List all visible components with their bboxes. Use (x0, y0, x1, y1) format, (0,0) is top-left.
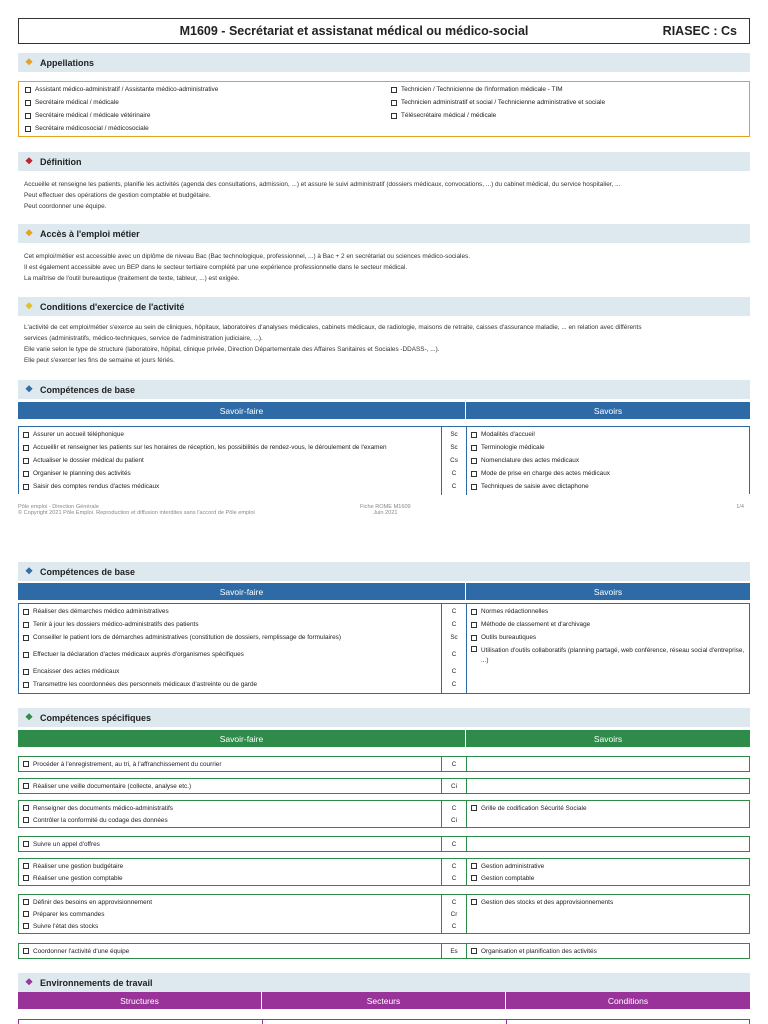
savoir-item-label: Organisation et planification des activités (481, 947, 597, 955)
savoir-faire-item (23, 860, 437, 872)
acces-text (24, 251, 740, 284)
competence-code: C (451, 840, 457, 848)
conditions-line: L'activité de cet emploi/métier s'exerce au sein de cliniques, hôpitaux, laboratoires d'analyses médicales, cabinets médicaux, de radiologie, maisons de retraite, caisses d'assurance maladie, ... en relation avec différents (24, 324, 642, 331)
footer-mid (360, 504, 411, 516)
competence-code: C (451, 470, 457, 477)
savoir-faire-item-label: Contrôler la conformité du codage des données (33, 816, 168, 824)
competence-code: C (451, 804, 457, 812)
conditions-text (24, 322, 740, 366)
group-codes (441, 801, 467, 827)
diamond-icon: ❖ (24, 57, 34, 67)
competence-group (18, 943, 750, 959)
savoir-faire-item (23, 780, 437, 792)
group-savoirs (467, 837, 749, 851)
savoir-item (471, 618, 749, 631)
group-savoir-faire (19, 757, 441, 771)
page-title: M1609 - Secrétariat et assistanat médical ou médico-social (179, 24, 529, 38)
appellations-right-list (391, 83, 605, 122)
competence-code: C (451, 862, 457, 870)
checkbox-icon (23, 484, 29, 490)
competence-group (18, 836, 750, 852)
appellation-item (391, 109, 605, 122)
env-col (507, 1020, 749, 1024)
savoir-faire-item-label: Réaliser une veille documentaire (collecte, analyse etc.) (33, 782, 192, 790)
savoir-faire-item-label: Réaliser une gestion budgétaire (33, 862, 124, 870)
checkbox-icon (23, 652, 29, 658)
savoir-faire-item (23, 454, 441, 467)
savoir-item (471, 631, 749, 644)
savoir-item (471, 945, 745, 957)
checkbox-icon (23, 863, 29, 869)
savoir-item-label: Modalités d'accueil (481, 431, 535, 438)
savoir-faire-item (23, 631, 441, 644)
competence-group (18, 778, 750, 794)
savoir-item (471, 860, 745, 872)
savoir-faire-item (23, 758, 437, 770)
acces-line: Cet emploi/métier est accessible avec un diplôme de niveau Bac (Bac technologique, professionnel, ...) à Bac + 2 en secrétariat ou sciences médico-sociales. (24, 253, 470, 260)
savoir-faire-item (23, 920, 437, 932)
checkbox-icon (25, 113, 31, 119)
savoir-faire-item-label: Définir des besoins en approvisionnement (33, 898, 153, 906)
savoir-faire-item (23, 480, 441, 493)
savoir-item-label: Terminologie médicale (481, 444, 545, 451)
header-savoir-faire: Savoir-faire (18, 402, 466, 419)
footer-org: Pôle emploi - Direction Générale (18, 504, 99, 510)
savoir-faire-item (23, 945, 437, 957)
savoir-faire-item (23, 644, 441, 665)
acces-line: Il est également accessible avec un BEP dans le secteur tertiaire complété par une expérience professionnelle dans le secteur médical. (24, 264, 408, 271)
competence-code: Ci (451, 816, 457, 824)
savoir-faire-item-label: Tenir à jour les dossiers médico-administratifs des patients (33, 621, 199, 628)
group-codes (441, 837, 467, 851)
diamond-icon: ❖ (24, 301, 34, 311)
savoir-item-label: Normes rédactionnelles (481, 608, 549, 615)
savoir-item (471, 428, 610, 441)
competence-code: Sc (450, 431, 458, 438)
checkbox-icon (471, 875, 477, 881)
checkbox-icon (23, 875, 29, 881)
section-title: Compétences spécifiques (40, 712, 152, 723)
competence-code: Sc (450, 444, 458, 451)
section-title: Définition (40, 156, 82, 167)
section-environnements (18, 973, 750, 992)
savoir-faire-list (19, 605, 441, 691)
competences-specifiques-header (18, 730, 750, 747)
savoir-faire-item-label: Conseiller le patient lors de démarches administratives (constitution de dossiers, remplissage de formulaires) (33, 634, 341, 641)
header-savoirs: Savoirs (466, 730, 750, 747)
section-competences-base-1 (18, 380, 750, 399)
diamond-icon: ❖ (24, 566, 34, 576)
savoir-item (471, 896, 745, 908)
savoir-item-label: Outils bureautiques (481, 634, 537, 641)
section-title: Environnements de travail (40, 977, 153, 988)
checkbox-icon (471, 622, 477, 628)
savoir-item (471, 605, 749, 618)
competences-base-box-2 (18, 603, 750, 694)
competence-code: Sc (450, 634, 458, 641)
savoir-faire-item (23, 678, 441, 691)
section-conditions (18, 297, 750, 316)
checkbox-icon (471, 609, 477, 615)
competence-group (18, 858, 750, 886)
savoir-faire-item-label: Réaliser une gestion comptable (33, 874, 123, 882)
savoir-faire-item-label: Encaisser des actes médicaux (33, 668, 120, 675)
group-codes (441, 944, 467, 958)
savoir-faire-item (23, 838, 437, 850)
conditions-line: Elle varie selon le type de structure (laboratoire, hôpital, clinique privée, Direction Départementale des Affaires Sanitaires et Sociales -DDASS-, ...). (24, 346, 440, 353)
savoir-faire-item-label: Préparer les commandes (33, 910, 105, 918)
savoir-faire-item (23, 467, 441, 480)
header-savoirs: Savoirs (466, 402, 750, 419)
appellation-item-label: Assistant médico-administratif / Assistante médico-administrative (35, 86, 219, 93)
appellation-item-label: Secrétaire médicosocial / médicosociale (35, 125, 149, 132)
header-structures: Structures (18, 992, 262, 1009)
header-secteurs: Secteurs (262, 992, 506, 1009)
checkbox-icon (23, 471, 29, 477)
competence-code: C (451, 668, 457, 675)
appellations-left-list (25, 83, 218, 135)
checkbox-icon (471, 635, 477, 641)
section-competences-specifiques (18, 708, 750, 727)
header-conditions: Conditions (506, 992, 750, 1009)
competences-base-box-1 (18, 426, 750, 494)
environnements-box (18, 1019, 750, 1024)
savoir-item (471, 872, 745, 884)
savoir-faire-item-label: Suivre un appel d'offres (33, 840, 100, 848)
competence-code: C (451, 898, 457, 906)
competence-code: Ci (451, 782, 457, 790)
checkbox-icon (23, 458, 29, 464)
checkbox-icon (471, 805, 477, 811)
checkbox-icon (23, 761, 29, 767)
savoir-item-label: Techniques de saisie avec dictaphone (481, 483, 589, 490)
group-codes (441, 757, 467, 771)
checkbox-icon (471, 863, 477, 869)
diamond-icon: ❖ (24, 228, 34, 238)
savoir-faire-item-label: Coordonner l'activité d'une équipe (33, 947, 130, 955)
competence-code: Cr (450, 910, 458, 918)
section-appellations (18, 53, 750, 72)
savoir-item-label: Méthode de classement et d'archivage (481, 621, 591, 628)
checkbox-icon (471, 646, 477, 652)
savoir-item-label: Nomenclature des actes médicaux (481, 457, 580, 464)
group-savoir-faire (19, 837, 441, 851)
section-title: Conditions d'exercice de l'activité (40, 301, 185, 312)
savoir-item-label: Mode de prise en charge des actes médicaux (481, 470, 610, 477)
group-codes (441, 859, 467, 885)
competence-code: C (451, 608, 457, 615)
checkbox-icon (23, 817, 29, 823)
savoir-faire-item-label: Organiser le planning des activités (33, 470, 131, 477)
title-bar (18, 18, 750, 44)
code-column (441, 604, 467, 693)
section-definition (18, 152, 750, 171)
savoir-faire-item-label: Actualiser le dossier médical du patient (33, 457, 144, 464)
definition-line: Peut coordonner une équipe. (24, 203, 107, 210)
savoir-faire-item-label: Renseigner des documents médico-administratifs (33, 804, 173, 812)
checkbox-icon (23, 805, 29, 811)
savoir-faire-item (23, 665, 441, 678)
competence-code: Es (450, 947, 458, 955)
code-column (441, 427, 467, 495)
checkbox-icon (391, 87, 397, 93)
savoirs-list (471, 605, 749, 666)
group-codes (441, 895, 467, 933)
savoir-faire-item-label: Saisir des comptes rendus d'actes médicaux (33, 483, 160, 490)
savoir-faire-item-label: Procéder à l'enregistrement, au tri, à l'affranchissement du courrier (33, 760, 222, 768)
appellation-item-label: Secrétaire médical / médicale vétérinaire (35, 112, 151, 119)
checkbox-icon (471, 471, 477, 477)
checkbox-icon (471, 899, 477, 905)
checkbox-icon (23, 911, 29, 917)
group-savoir-faire (19, 895, 441, 933)
group-savoir-faire (19, 944, 441, 958)
diamond-icon: ❖ (24, 712, 34, 722)
section-title: Accès à l'emploi métier (40, 228, 140, 239)
competence-group (18, 894, 750, 934)
competence-code: C (451, 874, 457, 882)
definition-line: Accueille et renseigne les patients, planifie les activités (agenda des consultations, admission, ...) et assure le suivi administratif (dossiers médicaux, convocations, ...) du cabinet médical, du service hospitalier, ... (24, 181, 621, 188)
section-competences-base-2 (18, 562, 750, 581)
checkbox-icon (25, 87, 31, 93)
diamond-icon: ❖ (24, 977, 34, 987)
competence-code: C (451, 621, 457, 628)
checkbox-icon (471, 484, 477, 490)
appellation-item (391, 83, 605, 96)
competence-code: C (451, 922, 457, 930)
section-title: Compétences de base (40, 384, 136, 395)
savoir-item (471, 644, 749, 666)
group-codes (441, 779, 467, 793)
checkbox-icon (23, 923, 29, 929)
appellation-item (391, 96, 605, 109)
savoir-faire-item (23, 908, 437, 920)
savoir-faire-item (23, 814, 437, 826)
conditions-line: services (administratifs, médico-techniques, service de l'administration judiciaire, ...). (24, 335, 263, 342)
competences-base-header-2 (18, 583, 750, 600)
savoir-item-label: Gestion comptable (481, 874, 535, 882)
diamond-icon: ❖ (24, 156, 34, 166)
env-col (19, 1020, 263, 1024)
footer-copyright: © Copyright 2021 Pôle Emploi. Reproduction et diffusion interdites sans l'accord de Pôle emploi (18, 510, 255, 516)
savoir-item-label: Grille de codification Sécurité Sociale (481, 804, 587, 812)
appellation-item-label: Technicien / Technicienne de l'information médicale - TIM (401, 86, 563, 93)
group-savoir-faire (19, 779, 441, 793)
savoir-faire-item-label: Réaliser des démarches médico administratives (33, 608, 169, 615)
checkbox-icon (25, 100, 31, 106)
competence-code: C (451, 681, 457, 688)
checkbox-icon (25, 126, 31, 132)
checkbox-icon (23, 783, 29, 789)
diamond-icon: ❖ (24, 384, 34, 394)
savoir-faire-item-label: Suivre l'état des stocks (33, 922, 99, 930)
savoir-faire-item (23, 872, 437, 884)
savoir-faire-item (23, 428, 441, 441)
checkbox-icon (23, 682, 29, 688)
definition-text (24, 179, 740, 212)
checkbox-icon (23, 622, 29, 628)
competence-group (18, 800, 750, 828)
savoir-faire-item (23, 802, 437, 814)
group-savoirs (467, 859, 749, 885)
checkbox-icon (23, 948, 29, 954)
group-savoirs (467, 779, 749, 793)
checkbox-icon (471, 445, 477, 451)
group-savoirs (467, 895, 749, 933)
savoir-item-label: Utilisation d'outils collaboratifs (planning partagé, web conférence, réseau social d'entreprise, ...) (481, 647, 745, 664)
savoir-faire-item-label: Accueillir et renseigner les patients sur les horaires de réception, les possibilités de rendez-vous, le déroulement de l'examen (33, 444, 387, 451)
savoir-item (471, 467, 610, 480)
competences-base-header-1 (18, 402, 750, 419)
riasec-code: RIASEC : Cs (662, 24, 737, 38)
conditions-line: Elle peut s'exercer les fins de semaine et jours fériés. (24, 357, 175, 364)
appellation-item-label: Technicien administratif et social / Technicienne administrative et sociale (401, 99, 606, 106)
header-savoir-faire: Savoir-faire (18, 583, 466, 600)
checkbox-icon (471, 948, 477, 954)
appellation-item (25, 96, 218, 109)
section-acces (18, 224, 750, 243)
checkbox-icon (471, 432, 477, 438)
savoir-faire-item (23, 605, 441, 618)
savoir-item (471, 441, 610, 454)
group-savoirs (467, 801, 749, 827)
group-savoirs (467, 757, 749, 771)
savoir-item-label: Gestion administrative (481, 862, 545, 870)
footer-left (18, 504, 255, 516)
savoir-faire-item (23, 896, 437, 908)
checkbox-icon (23, 635, 29, 641)
competence-code: C (451, 651, 457, 658)
savoir-faire-item-label: Transmettre les coordonnées des personnels médicaux d'astreinte ou de garde (33, 681, 258, 688)
competence-code: C (451, 760, 457, 768)
checkbox-icon (23, 432, 29, 438)
competence-group (18, 756, 750, 772)
acces-line: La maîtrise de l'outil bureautique (traitement de texte, tableur, ...) est exigée. (24, 275, 240, 282)
definition-line: Peut effectuer des opérations de gestion comptable et budgétaire. (24, 192, 211, 199)
header-savoirs: Savoirs (466, 583, 750, 600)
env-col (263, 1020, 507, 1024)
checkbox-icon (391, 113, 397, 119)
savoir-faire-item-label: Effectuer la déclaration d'actes médicaux auprès d'organismes spécifiques (33, 651, 244, 658)
savoir-item (471, 480, 610, 493)
savoir-faire-item (23, 618, 441, 631)
group-savoir-faire (19, 859, 441, 885)
checkbox-icon (23, 609, 29, 615)
section-title: Appellations (40, 57, 95, 68)
footer-fiche: Fiche ROME M1609 (360, 504, 411, 510)
checkbox-icon (23, 899, 29, 905)
competence-code: Cs (450, 457, 458, 464)
checkbox-icon (23, 841, 29, 847)
savoir-faire-list (19, 428, 441, 493)
section-title: Compétences de base (40, 566, 136, 577)
appellation-item (25, 83, 218, 96)
checkbox-icon (391, 100, 397, 106)
savoir-item-label: Gestion des stocks et des approvisionnements (481, 898, 614, 906)
checkbox-icon (23, 445, 29, 451)
savoir-item (471, 454, 610, 467)
savoirs-list (471, 428, 610, 493)
group-savoirs (467, 944, 749, 958)
savoir-faire-item (23, 441, 441, 454)
competence-code: C (451, 483, 457, 490)
footer-date: Juin 2021 (373, 510, 398, 516)
page-number: 1/4 (736, 504, 744, 510)
appellation-item (25, 122, 218, 135)
appellation-item-label: Télésecrétaire médical / médicale (401, 112, 497, 119)
appellation-item (25, 109, 218, 122)
environnements-header (18, 992, 750, 1009)
savoir-faire-item-label: Assurer un accueil téléphonique (33, 431, 124, 438)
appellations-box (18, 81, 750, 137)
checkbox-icon (471, 458, 477, 464)
header-savoir-faire: Savoir-faire (18, 730, 466, 747)
savoir-item (471, 802, 745, 814)
group-savoir-faire (19, 801, 441, 827)
checkbox-icon (23, 669, 29, 675)
appellation-item-label: Secrétaire médical / médicale (35, 99, 119, 106)
